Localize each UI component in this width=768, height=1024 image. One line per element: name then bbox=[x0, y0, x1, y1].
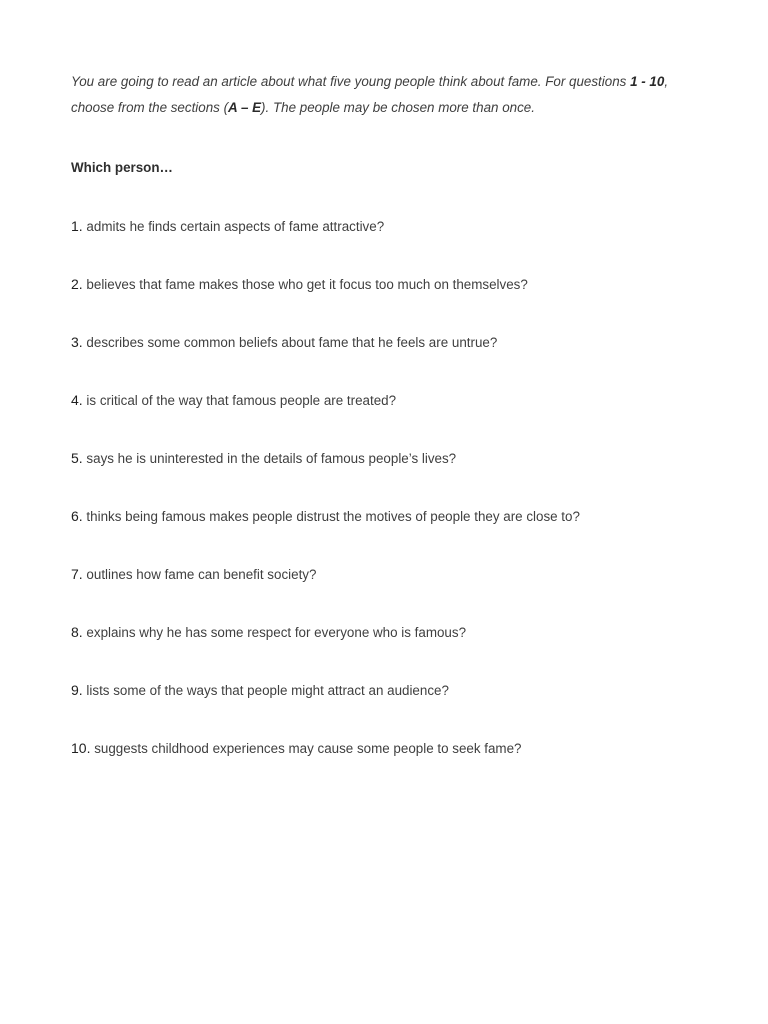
instructions-text: You are going to read an article about what five young people think about fame. For questions bbox=[71, 74, 631, 89]
instructions-text: , choose from the sections ( bbox=[71, 74, 669, 115]
question-text: admits he finds certain aspects of fame attractive? bbox=[86, 219, 385, 234]
question-number: 6. bbox=[71, 508, 83, 524]
question-range: 1 - 10 bbox=[630, 74, 665, 89]
question-text: says he is uninterested in the details of famous people’s lives? bbox=[86, 451, 457, 466]
question-text: describes some common beliefs about fame that he feels are untrue? bbox=[86, 335, 498, 350]
question-item bbox=[71, 565, 708, 623]
section-heading: Which person… bbox=[71, 160, 173, 175]
section-range: A – E bbox=[228, 100, 262, 115]
question-text: thinks being famous makes people distrust the motives of people they are close to? bbox=[86, 509, 580, 524]
question-number: 8. bbox=[71, 624, 83, 640]
question-item bbox=[71, 681, 708, 739]
question-item bbox=[71, 217, 708, 275]
question-item bbox=[71, 449, 708, 507]
question-text: suggests childhood experiences may cause some people to seek fame? bbox=[94, 741, 522, 756]
question-item bbox=[71, 333, 708, 391]
question-text: believes that fame makes those who get it focus too much on themselves? bbox=[86, 277, 528, 292]
question-number: 10. bbox=[71, 740, 91, 756]
question-item bbox=[71, 623, 708, 681]
question-number: 9. bbox=[71, 682, 83, 698]
question-text: lists some of the ways that people might attract an audience? bbox=[86, 683, 449, 698]
instructions-text: ). The people may be chosen more than once. bbox=[261, 100, 535, 115]
question-item bbox=[71, 739, 708, 797]
question-item bbox=[71, 391, 708, 449]
question-number: 1. bbox=[71, 218, 83, 234]
question-number: 3. bbox=[71, 334, 83, 350]
question-list bbox=[71, 217, 708, 797]
question-text: is critical of the way that famous people are treated? bbox=[86, 393, 397, 408]
question-number: 7. bbox=[71, 566, 83, 582]
question-text: explains why he has some respect for everyone who is famous? bbox=[86, 625, 467, 640]
question-text: outlines how fame can benefit society? bbox=[86, 567, 317, 582]
question-number: 2. bbox=[71, 276, 83, 292]
question-number: 5. bbox=[71, 450, 83, 466]
instructions-paragraph bbox=[71, 69, 708, 121]
question-item bbox=[71, 275, 708, 333]
question-number: 4. bbox=[71, 392, 83, 408]
question-item bbox=[71, 507, 708, 565]
